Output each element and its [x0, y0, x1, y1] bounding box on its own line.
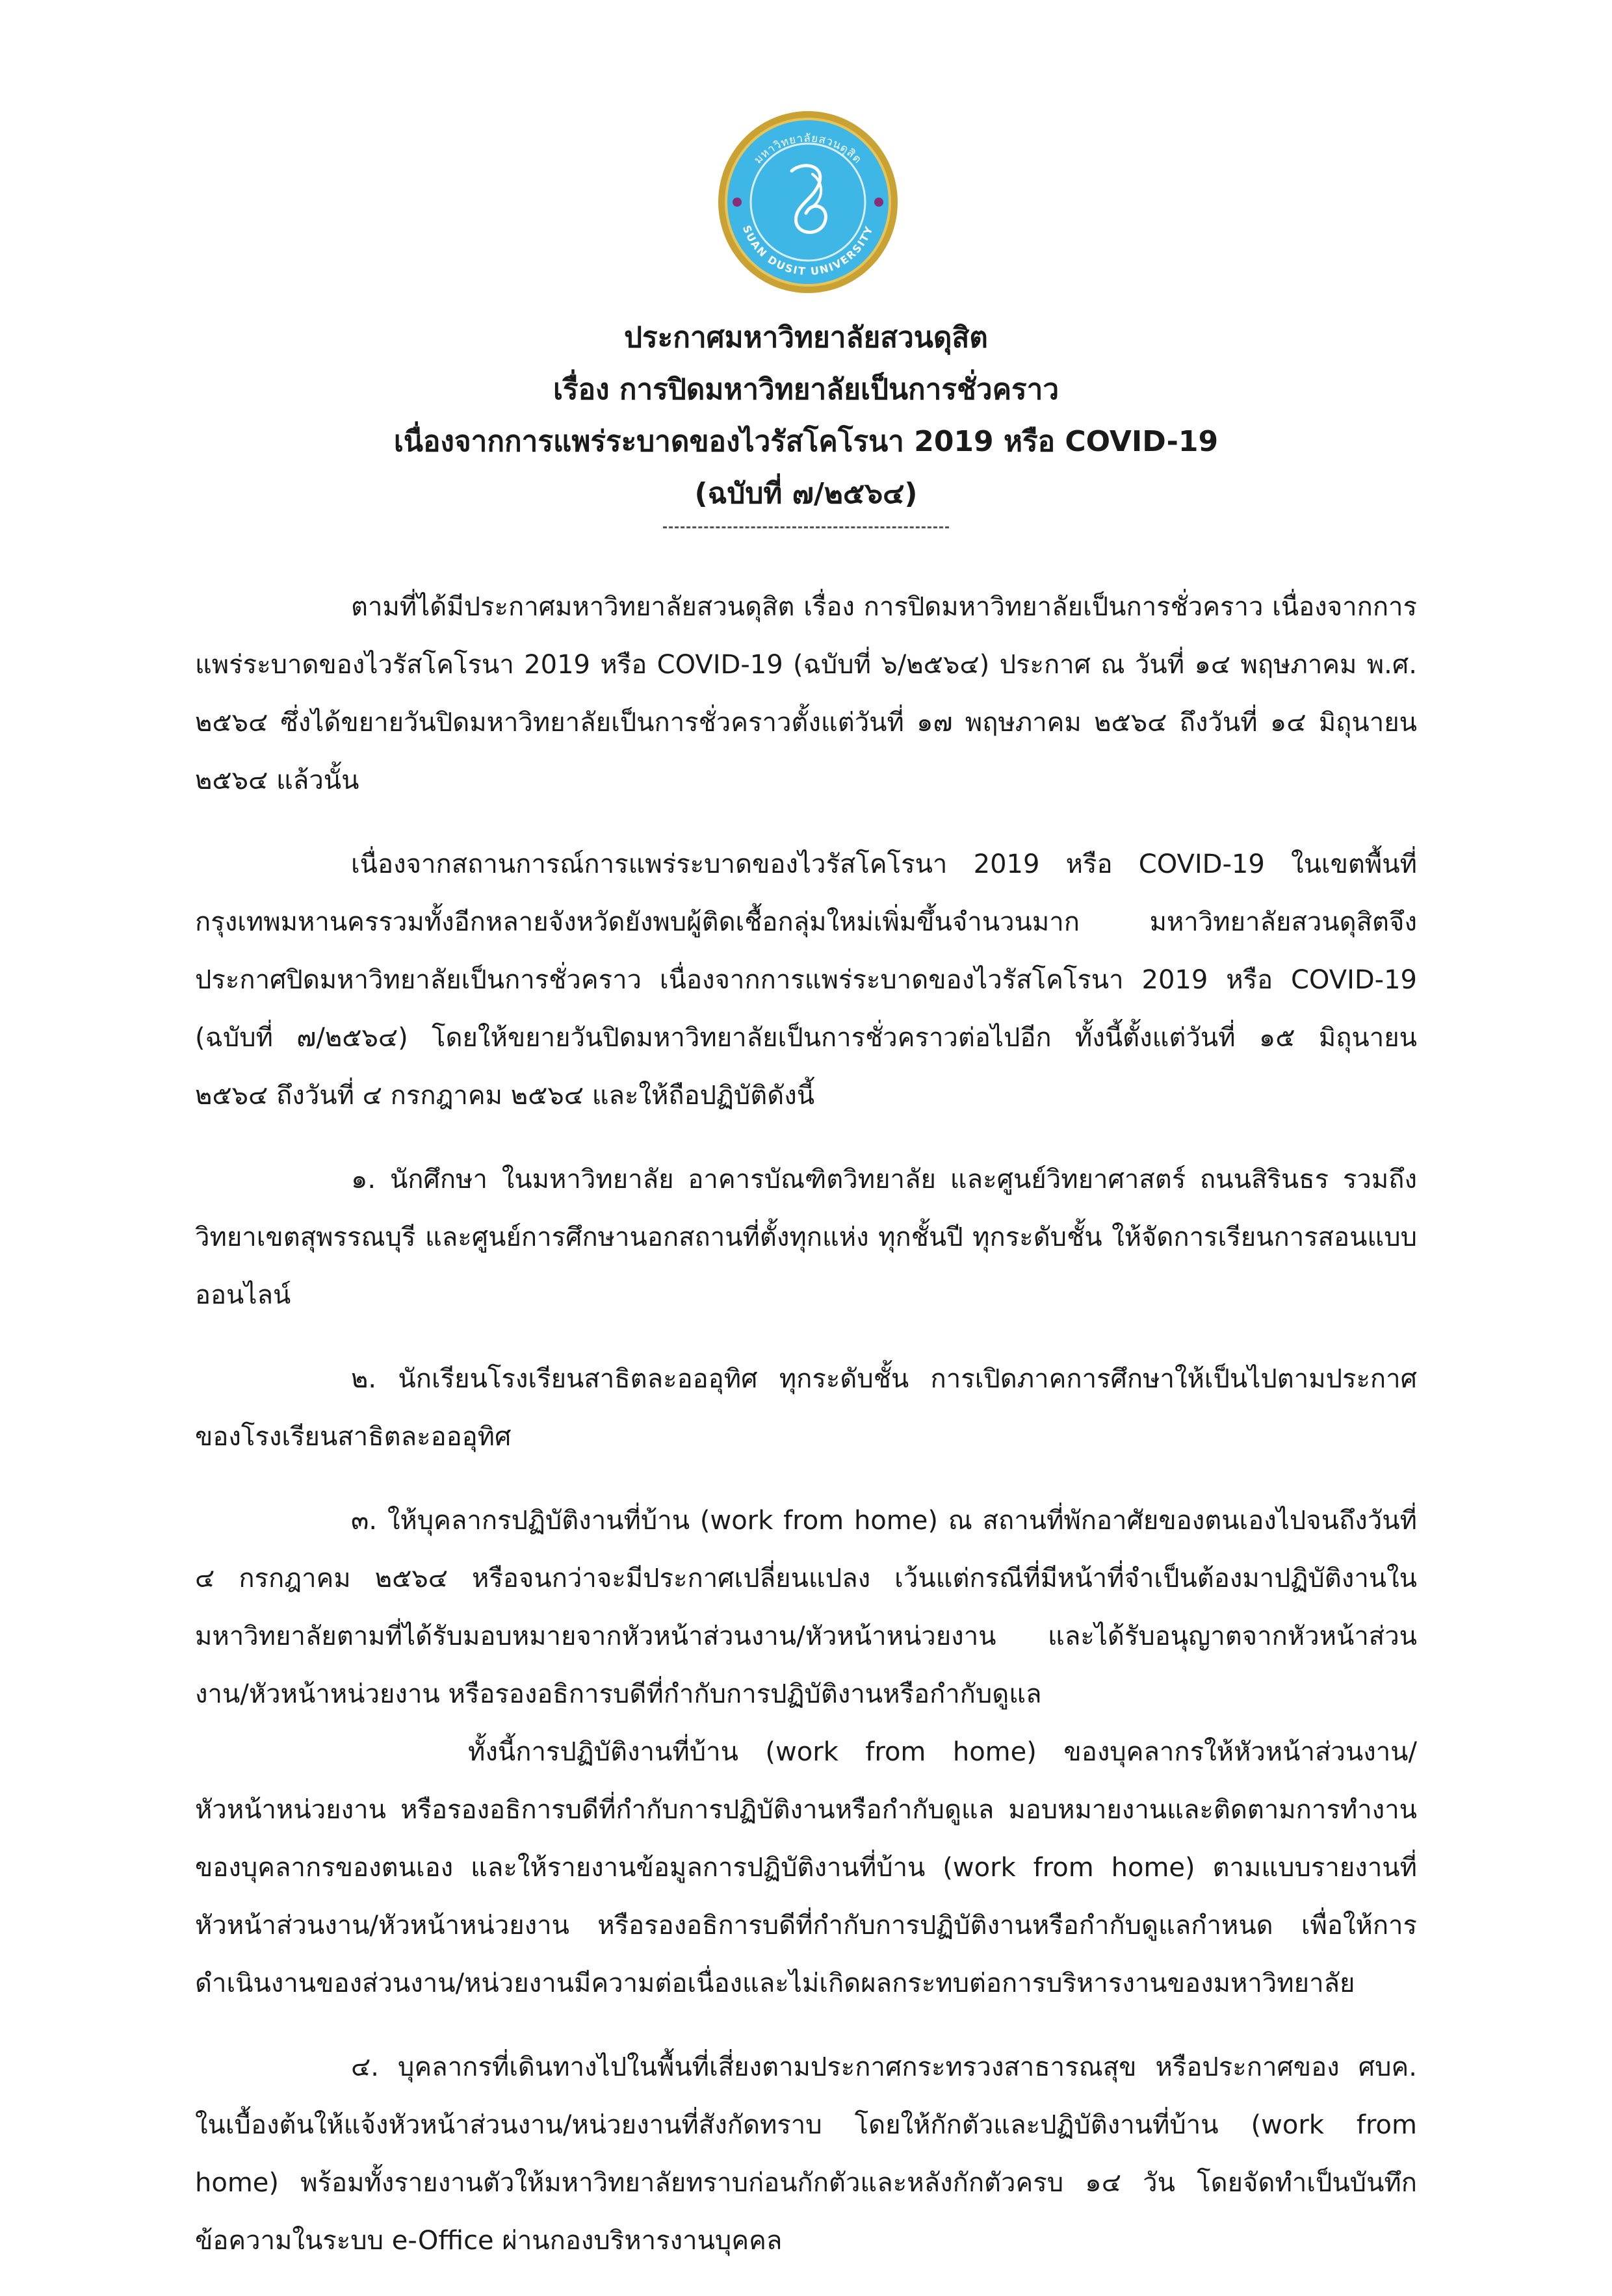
announcement-number: (ฉบับที่ ๗/๒๕๖๔)	[694, 477, 918, 510]
list-item-work-from-home: ๓. ให้บุคลากรปฏิบัติงานที่บ้าน (work from home) ณ สถานที่พักอาศัยของตนเองไปจนถึงวันที่ ๔ กรกฎาคม ๒๕๖๔ หรือจนกว่าจะมีประกาศเปลี่ยนแปลง เว้นแต่กรณีที่มีหน้าที่จำเป็นต้องมาปฏิบัติงานในมหาวิทยาลัยตามที่ได้รับมอบหมายจากหัวหน้าส่วนงาน/หัวหน้าหน่วยงาน และได้รับอนุญาตจากหัวหน้าส่วนงาน/หัวหน้าหน่วยงาน หรือรองอธิการบดีที่กำกับการปฏิบัติงานหรือกำกับดูแล	[195, 1506, 1417, 1709]
announcement-reason: เนื่องจากการแพร่ระบาดของไวรัสโคโรนา 2019 หรือ COVID-19	[393, 425, 1219, 458]
svg-text:มหาวิทยาลัยสวนดุสิต: มหาวิทยาลัยสวนดุสิต	[751, 131, 864, 167]
list-item-work-from-home-details: ทั้งนี้การปฏิบัติงานที่บ้าน (work from home) ของบุคลากรให้หัวหน้าส่วนงาน/หัวหน้าหน่วยงาน หรือรองอธิการบดีที่กำกับการปฏิบัติงานหรือกำกับดูแล มอบหมายงานและติดตามการทำงานของบุคลากรของตนเอง และให้รายงานข้อมูลการปฏิบัติงานที่บ้าน (work from home) ตามแบบรายงานที่หัวหน้าส่วนงาน/หัวหน้าหน่วยงาน หรือรองอธิการบดีที่กำกับการปฏิบัติงานหรือกำกับดูแลกำหนด เพื่อให้การดำเนินงานของส่วนงาน/หน่วยงานมีความต่อเนื่องและไม่เกิดผลกระทบต่อการบริหารงานของมหาวิทยาลัย	[195, 1737, 1417, 1998]
paragraph-reference: ตามที่ได้มีประกาศมหาวิทยาลัยสวนดุสิต เรื่อง การปิดมหาวิทยาลัยเป็นการชั่วคราว เนื่องจากการแพร่ระบาดของไวรัสโคโรนา 2019 หรือ COVID-19 (ฉบับที่ ๖/๒๕๖๔) ประกาศ ณ วันที่ ๑๔ พฤษภาคม พ.ศ. ๒๕๖๔ ซึ่งได้ขยายวันปิดมหาวิทยาลัยเป็นการชั่วคราวตั้งแต่วันที่ ๑๗ พฤษภาคม ๒๕๖๔ ถึงวันที่ ๑๔ มิถุนายน ๒๕๖๔ แล้วนั้น	[195, 592, 1417, 795]
university-seal-icon	[715, 109, 901, 295]
list-item-students: ๑. นักศึกษา ในมหาวิทยาลัย อาคารบัณฑิตวิทยาลัย และศูนย์วิทยาศาสตร์ ถนนสิรินธร รวมถึงวิทยาเขตสุพรรณบุรี และศูนย์การศึกษานอกสถานที่ตั้งทุกแห่ง ทุกชั้นปี ทุกระดับชั้น ให้จัดการเรียนการสอนแบบออนไลน์	[195, 1165, 1417, 1310]
svg-text:SUAN DUSIT UNIVERSITY: SUAN DUSIT UNIVERSITY	[740, 224, 876, 278]
list-item-demonstration-school: ๒. นักเรียนโรงเรียนสาธิตละอออุทิศ ทุกระดับชั้น การเปิดภาคการศึกษาให้เป็นไปตามประกาศของโรงเรียนสาธิตละอออุทิศ	[195, 1364, 1417, 1452]
announcement-body	[195, 578, 1417, 2296]
dashed-divider	[663, 526, 949, 528]
announcement-title: ประกาศมหาวิทยาลัยสวนดุสิต	[624, 321, 988, 354]
announcement-subject: เรื่อง การปิดมหาวิทยาลัยเป็นการชั่วคราว	[552, 373, 1060, 406]
list-item-risk-areas: ๔. บุคลากรที่เดินทางไปในพื้นที่เสี่ยงตามประกาศกระทรวงสาธารณสุข หรือประกาศของ ศบค. ในเบื้องต้นให้แจ้งหัวหน้าส่วนงาน/หน่วยงานที่สังกัดทราบ โดยให้กักตัวและปฏิบัติงานที่บ้าน (work from home) พร้อมทั้งรายงานตัวให้มหาวิทยาลัยทราบก่อนกักตัวและหลังกักตัวครบ ๑๔ วัน โดยจัดทำเป็นบันทึกข้อความในระบบ e-Office ผ่านกองบริหารงานบุคคล	[195, 2052, 1417, 2256]
announcement-header	[195, 312, 1417, 528]
paragraph-situation: เนื่องจากสถานการณ์การแพร่ระบาดของไวรัสโคโรนา 2019 หรือ COVID-19 ในเขตพื้นที่กรุงเทพมหานครรวมทั้งอีกหลายจังหวัดยังพบผู้ติดเชื้อกลุ่มใหม่เพิ่มขึ้นจำนวนมาก มหาวิทยาลัยสวนดุสิตจึงประกาศปิดมหาวิทยาลัยเป็นการชั่วคราว เนื่องจากการแพร่ระบาดของไวรัสโคโรนา 2019 หรือ COVID-19 (ฉบับที่ ๗/๒๕๖๔) โดยให้ขยายวันปิดมหาวิทยาลัยเป็นการชั่วคราวต่อไปอีก ทั้งนี้ตั้งแต่วันที่ ๑๕ มิถุนายน ๒๕๖๔ ถึงวันที่ ๔ กรกฎาคม ๒๕๖๔ และให้ถือปฏิบัติดังนี้	[195, 849, 1417, 1111]
